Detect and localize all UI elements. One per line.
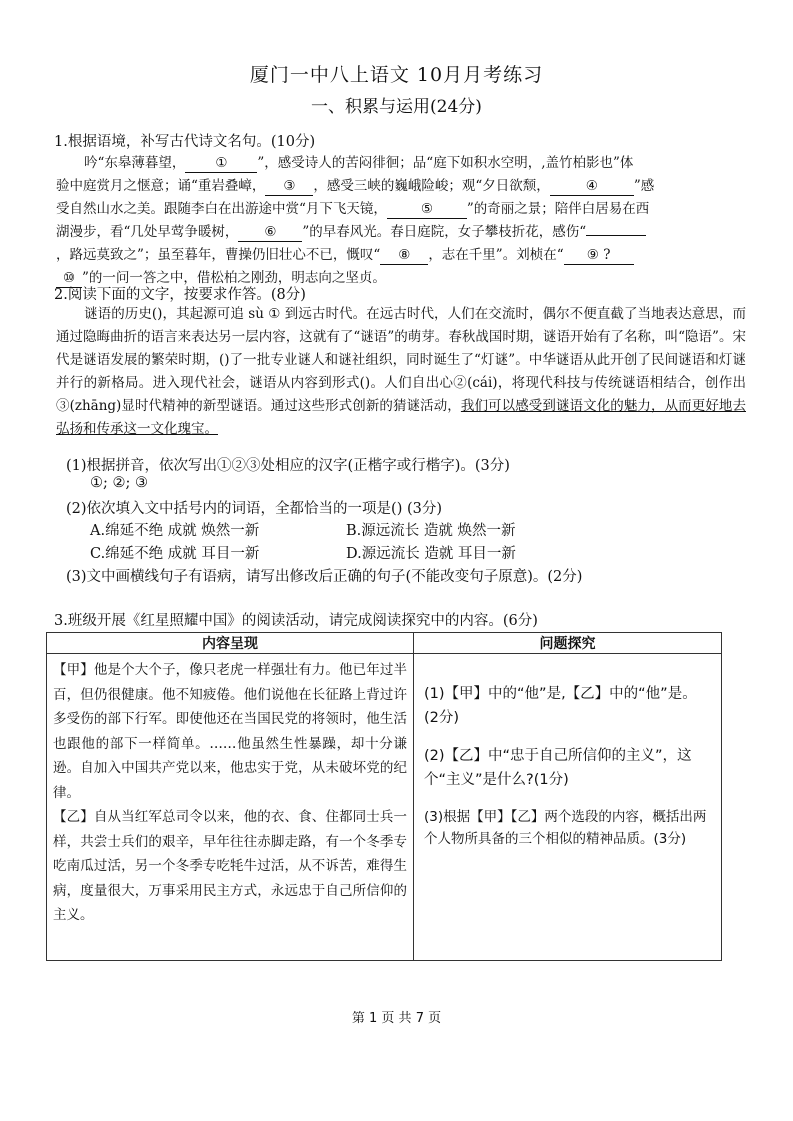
question-3-3: (3)根据【甲】【乙】两个选段的内容，概括出两个人物所具备的三个相似的精神品质。(3分) — [424, 809, 707, 847]
option-c[interactable]: C.绵延不绝 成就 耳目一新 — [90, 546, 260, 562]
column-header-content: 内容呈现 — [47, 633, 414, 654]
blank-10[interactable]: ⑩ — [56, 269, 82, 288]
blank-1[interactable]: ① — [185, 154, 257, 173]
page-title: 厦门一中八上语文 10月月考练习 — [249, 64, 544, 86]
page-number: 第 1 页 共 7 页 — [351, 1011, 442, 1026]
reading-table — [46, 632, 722, 961]
question-2-sub1: (1)根据拼音，依次写出①②③处相应的汉字(正楷字或行楷字)。(3分) — [66, 458, 510, 474]
question-1-text: 吟“东皋薄暮望， ① ”，感受诗人的苦闷徘徊；品“庭下如积水空明，,盖竹柏影也”体 验中庭赏月之惬意；诵“重岩叠嶂， ③ ，感受三峡的巍峨险峻；观“夕日欲颓， ④ ”感 受自然山水之美。跟随李白在出游途中赏“月下飞天镜， ⑤ ”的奇丽之景；陪伴白居易在西 湖漫步，看“几处早莺争暖树， ⑥ ”的早春风光。春日庭院，女子攀枝折花，感伤“ ，路远莫致之”；虽至暮年，曹操仍旧壮心不已，慨叹“ ⑧ ，志在千里”。刘桢在“ ⑨ ? ⑩ ”的一问一答之中，借松柏之刚劲，明志向之坚贞。 — [56, 155, 655, 286]
blank-4[interactable]: ④ — [550, 177, 634, 196]
excerpt-jia: 【甲】他是个大个子，像只老虎一样强壮有力。他已年过半百，但仍很健康。他不知疲倦。他们说他在长征路上背过许多受伤的部下行军。即使他还在当国民党的将领时，他生活也跟他的部下一样简单。……他虽然生性暴躁，却十分谦逊。自加入中国共产党以来，他忠实于党，从未破坏党的纪律。 — [53, 662, 407, 801]
question-3-2: (2)【乙】中“忠于自己所信仰的主义”，这个“主义”是什么?(1分) — [424, 748, 692, 788]
question-2-sub2: (2)依次填入文中括号内的词语，全都恰当的一项是() (3分) — [66, 501, 442, 517]
excerpt-yi: 【乙】自从当红军总司令以来，他的衣、食、住都同士兵一样，共尝士兵们的艰辛，早年往往赤脚走路，有一个冬季专吃南瓜过活，另一个冬季专吃牦牛过活，从不诉苦，难得生病，度量很大，万事采用民主方式，永远忠于自己所信仰的主义。 — [53, 809, 407, 923]
question-2-passage: 谜语的历史()，其起源可追 sù ① 到远古时代。在远古时代，人们在交流时，偶尔不便直截了当地表达意思，而通过隐晦曲折的语言来表达另一层内容，这就有了“谜语”的萌芽。春秋战国时期，谜语开始有了名称，叫“隐语”。宋代是谜语发展的繁荣时期，()了一批专业谜人和谜社组织，同时诞生了“灯谜”。中华谜语从此开创了民间谜语和灯谜并行的新格局。进入现代社会，谜语从内容到形式()。人们自出心②(cái)，将现代科技与传统谜语相结合，创作出③(zhāng)显时代精神的新型谜语。通过这些形式创新的猜谜活动，我们可以感受到谜语文化的魅力，从而更好地去弘扬和传承这一文化瑰宝。 — [56, 306, 746, 437]
question-3-heading: 3.班级开展《红星照耀中国》的阅读活动，请完成阅读探究中的内容。(6分) — [54, 613, 538, 629]
blank-5[interactable]: ⑤ — [387, 200, 467, 219]
blank-7[interactable] — [586, 235, 646, 236]
question-2-heading: 2.阅读下面的文字，按要求作答。(8分) — [54, 287, 306, 303]
blank-9[interactable]: ⑨ ? — [564, 246, 634, 265]
column-header-questions: 问题探究 — [414, 633, 722, 654]
blank-3[interactable]: ③ — [265, 177, 313, 196]
blank-6[interactable]: ⑥ — [238, 223, 302, 242]
questions-cell — [414, 654, 722, 961]
blank-8[interactable]: ⑧ — [380, 246, 428, 265]
question-1-heading: 1.根据语境，补写古代诗文名句。(10分) — [54, 134, 316, 150]
content-cell — [47, 654, 414, 961]
question-3-1: (1)【甲】中的“他”是,【乙】中的“他”是。(2分) — [424, 686, 697, 726]
option-d[interactable]: D.源远流长 造就 耳目一新 — [346, 546, 516, 562]
option-a[interactable]: A.绵延不绝 成就 焕然一新 — [90, 523, 260, 539]
underlined-sentence: 我们可以感受到谜语文化的魅力，从而更好地去弘扬和传承这一文化瑰宝。 — [56, 398, 746, 437]
question-2-sub1-slots: ①; ②; ③ — [90, 475, 148, 491]
section-heading: 一、积累与运用(24分) — [311, 97, 482, 117]
question-2-sub3: (3)文中画横线句子有语病，请写出修改后正确的句子(不能改变句子原意)。(2分) — [66, 569, 583, 585]
option-b[interactable]: B.源远流长 造就 焕然一新 — [346, 523, 516, 539]
